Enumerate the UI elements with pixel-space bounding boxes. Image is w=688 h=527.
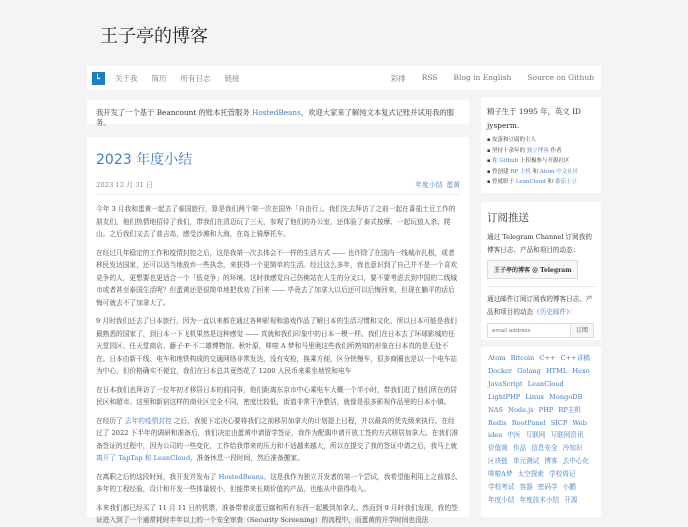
tag-link[interactable]: NAS [488, 405, 504, 414]
text: 之后，我便下定决心要将我们之前移居加拿大的计划提上日程，并以最高的优先级来执行。在经过了 2022 下半年的调研和准备后，我们决定由蛋黄申请留学签证，我作为配偶申请开放工签的方式移居加拿大。在我们准备签证的过程中，因为公司的一些变化，工作给我带来的压力和不适越来越大，所以在提交了我的签证申请之后，我马上就 [96, 416, 459, 450]
text: 和 [545, 179, 555, 185]
tag-link[interactable]: 容器 [519, 483, 533, 492]
text: 坚持十余年的 [491, 147, 527, 154]
tag-link[interactable]: Web [572, 418, 587, 427]
tag-link[interactable]: Bitcoin [510, 354, 535, 362]
text: 。这是我作为独立开发者的第一个尝试，我希望能利用上之前那么多年的工程经验，设计和开发一些体量较小，但能带来长期价值的产品，也能从中获得收入。 [96, 472, 458, 493]
nav-rss[interactable]: RSS [421, 72, 438, 82]
tag-link[interactable]: 太空探索 [517, 470, 545, 479]
tag-link[interactable]: SICP [550, 418, 568, 427]
tag-link[interactable]: 去中心化 [562, 457, 590, 466]
about-widget [481, 97, 601, 193]
post-title[interactable]: 2023 年度小结 [96, 152, 193, 168]
subscribe-button[interactable]: 订阅 [571, 323, 594, 338]
tag-link[interactable]: C++ [539, 354, 556, 362]
tag-link[interactable]: 冷知识 [562, 444, 583, 453]
logo-icon[interactable]: ↳ [92, 72, 105, 85]
tag-link[interactable]: 区块链 [488, 457, 508, 466]
nav-blog-english[interactable]: Blog in English [453, 72, 512, 82]
tag-link[interactable]: Atom [488, 354, 506, 362]
post-paragraph [96, 471, 460, 496]
tag-link[interactable]: 学校周记 [549, 470, 576, 479]
tag-link[interactable]: Redis [488, 418, 507, 427]
about-item [487, 135, 595, 146]
tag-link[interactable]: C++讲稿 [560, 354, 590, 362]
subscribe-widget [481, 202, 601, 340]
tag-link[interactable]: JavaScript [488, 379, 523, 388]
site-title[interactable]: 王子亭的博客 [100, 26, 208, 47]
history-mail-link[interactable]: 历史邮件 [539, 308, 567, 316]
tag-link[interactable]: 中医 [507, 431, 521, 440]
tag-link[interactable]: LightPHP [488, 392, 521, 401]
tag-link[interactable]: 年度小结 [488, 495, 515, 504]
post-paragraph [96, 247, 460, 310]
post-paragraph [96, 384, 460, 409]
text: 在经历了 [96, 416, 125, 425]
tag-link[interactable]: idea [488, 431, 503, 440]
article [87, 137, 469, 524]
inline-link[interactable]: 番茄土豆 [554, 179, 577, 185]
text: 和 [530, 168, 540, 175]
inline-link[interactable]: Github [499, 158, 519, 164]
nav-resume[interactable]: 简历 [151, 73, 167, 83]
nav-source-github[interactable]: Source on Github [527, 72, 594, 82]
notice-text-end: ，欢迎大家来了解纯文本复式记账并试用我的服务。 [96, 108, 455, 127]
tag-link[interactable]: 博客 [544, 457, 558, 466]
tag-link[interactable]: Docker [488, 366, 512, 375]
post-paragraph [96, 502, 460, 527]
tag-link[interactable]: 互联网 [525, 431, 546, 440]
text: 9 月时我们还去了日本旅行，因为一直以来都在通过各种影视和游戏作品了解日本的生活习惯和文化，所以日本可能是我们最熟悉的国家了，到日本一下飞机果然是这种感觉 —— 真就和我们印象中的日本一模一样。我们在日本去了环球影城的任天堂园区、任天堂商店、藤子·F·不二雄博物馆、秋叶原，哆啦 A 梦和马里奥这些我们所熟知的形象在日本真的是无处不在。日本由新干线、电车和地铁构成的交通网络非常发达，没有安检，换乘方便，区分快慢车，很多商圈也是以一个电车站为中心，但价格确实不便宜，我们在日本总共竟然花了 1200 人民币来乘坐地铁和电车 [96, 317, 458, 375]
inline-link[interactable]: 独立博客 [526, 147, 549, 154]
tag-link[interactable]: HTML [545, 366, 568, 375]
inline-link[interactable]: HostedBeans [218, 472, 264, 481]
text: 本来我们都已经买了 11 月 11 日的机票，准备带着皮蛋豆腐和所有东西一起搬到加拿大。然而到 9 月时我们发现，我的签证进入到了一个通常耗时半年以上的一个安全审查（Security Screening）的流程中，而蛋黄的开学时间也没法 [96, 503, 458, 524]
post-body [96, 203, 460, 527]
text: 皮蛋和豆腐的主人 [491, 137, 536, 143]
post-paragraph [96, 415, 460, 465]
text: 今年 3 月我和蛋黄一起去了泰国旅行，算是我们两个第一次在国外「自由行」。我们先去拜访了之前一起在番茄土豆工作的朋友们，他们热情地招待了我们，带我们在清迈玩了三天，参观了他们的办公室，还体验了泰式按摩、一起玩狼人杀、爬山。之后我们又去了普吉岛，感受沙滩和大海，在岛上骑摩托车。 [96, 205, 456, 238]
notice-text: 我开发了一个基于 Beancount 的账本托管服务 [96, 108, 252, 117]
nav-drafts[interactable]: 彩排 [390, 73, 406, 83]
email-input[interactable] [487, 323, 571, 338]
tag-link[interactable]: RootPanel [511, 418, 546, 427]
top-nav [87, 66, 601, 90]
tag-link[interactable]: PHP [538, 405, 554, 414]
tag-link[interactable]: Golang [517, 366, 541, 375]
tag-link[interactable]: Hexo [572, 366, 590, 375]
about-intro: 精子生于 1995 年，英文 ID jysperm. [487, 107, 581, 130]
post-date: 2023 12 月 31 日 [96, 181, 153, 189]
post-paragraph [96, 203, 460, 241]
divider [487, 286, 595, 287]
tag-link[interactable]: RP主机 [558, 405, 581, 414]
tag-link[interactable]: Linux [525, 392, 545, 401]
tag-link[interactable]: 哆啦A梦 [488, 470, 513, 479]
tag-link[interactable]: 信息安全 [531, 444, 558, 453]
email-text: 通过邮件订阅订阅我的博客日志、产品和项目的动态（ [487, 295, 593, 316]
tag-link[interactable]: LeanCloud [527, 379, 564, 388]
tag-link[interactable]: MongoDB [549, 392, 583, 401]
post-paragraph [96, 315, 460, 378]
inline-link[interactable]: RP 主机 [510, 168, 531, 175]
notice-banner [87, 100, 469, 127]
text: 在离职之后的这段时间，我开发并发布了 [96, 472, 219, 481]
text: ，准备休息一段时间，然后准备搬家。 [190, 454, 304, 462]
tag-link[interactable]: 学校考试 [488, 483, 515, 492]
about-item [487, 156, 595, 167]
post-meta [96, 179, 460, 195]
about-list [487, 135, 595, 188]
nav-all-posts[interactable]: 所有日志 [180, 73, 211, 83]
hostedbeans-link[interactable]: HostedBeans [251, 108, 301, 117]
email-text-end: ）： [566, 308, 577, 316]
tag-link[interactable]: 作品 [512, 444, 527, 453]
about-item [487, 167, 595, 178]
text: 在 [491, 158, 500, 164]
telegram-button[interactable]: 王子亭的博客 @ Telegram [487, 260, 578, 279]
tag-link[interactable]: 单元测试 [512, 457, 540, 466]
about-item [487, 146, 595, 157]
about-item [487, 177, 595, 188]
inline-link[interactable]: 离开了 TapTap 和 LeanCloud [96, 454, 191, 462]
tag-link[interactable]: 开源 [564, 495, 578, 504]
text: 曾就职于 [491, 179, 516, 185]
text: 上积极参与开源社区 [518, 158, 570, 164]
telegram-text: 通过 Telegram Channel 订阅我的博客日志、产品和项目的动态： [487, 233, 592, 254]
inline-link[interactable]: 去年的疫情封控 [124, 416, 172, 425]
tag-link[interactable]: 密码学 [537, 483, 558, 492]
tag-link[interactable]: 价值观 [488, 444, 508, 453]
text: 在经过几年稳定的工作和疫情封控之后，这是我第一次去体会不一样的生活方式 —— 也许除了在国内一线城市扎根，或者移民发达国家，还可以适当地放弃一些执念，来获得一个更简单的生活。经过这么多年，我也意识到了自己并不是一个喜欢竞争的人，更想要也更适合一个「低竞争」的环境。这时我感觉自己仿佛站在人生的分叉口，要不要考虑去到中国的二线城市或者甚至泰国生活呢？但蛋黄还是很简单地把我劝了回来 —— 毕竟去了加拿大以后还可以后悔回来，但现在躺平的话后悔可就去不了加拿大了。 [96, 248, 458, 307]
text: 在日本我们也拜访了一位年初才移居日本的前同事，他们距离东京市中心乘电车大概一个半小时，带我们逛了他们所在的居民区和超市。这里和新宿这样的商业区完全不同，密度比较低，街道非常干净整洁，就像是很多影视作品里的日本小镇。 [96, 385, 458, 406]
subscribe-title: 订阅推送 [487, 212, 529, 224]
nav-about[interactable]: 关于我 [115, 73, 138, 83]
inline-link[interactable]: LeanCloud [515, 179, 546, 185]
tag-link[interactable]: 年度技术小结 [519, 495, 560, 504]
post-tag[interactable]: 年度小结 [415, 181, 443, 189]
inline-link[interactable]: Atom 中文社区 [539, 168, 579, 175]
tag-cloud [481, 347, 601, 517]
nav-links[interactable]: 链接 [224, 73, 240, 83]
text: 曾创建 [491, 168, 511, 175]
post-tag[interactable]: 蛋黄 [446, 181, 460, 189]
text: 作者 [548, 147, 562, 154]
tag-link[interactable]: 互联网资讯 [550, 431, 584, 440]
tag-link[interactable]: Node.js [508, 405, 534, 414]
tag-link[interactable]: 小鹏 [562, 483, 576, 492]
